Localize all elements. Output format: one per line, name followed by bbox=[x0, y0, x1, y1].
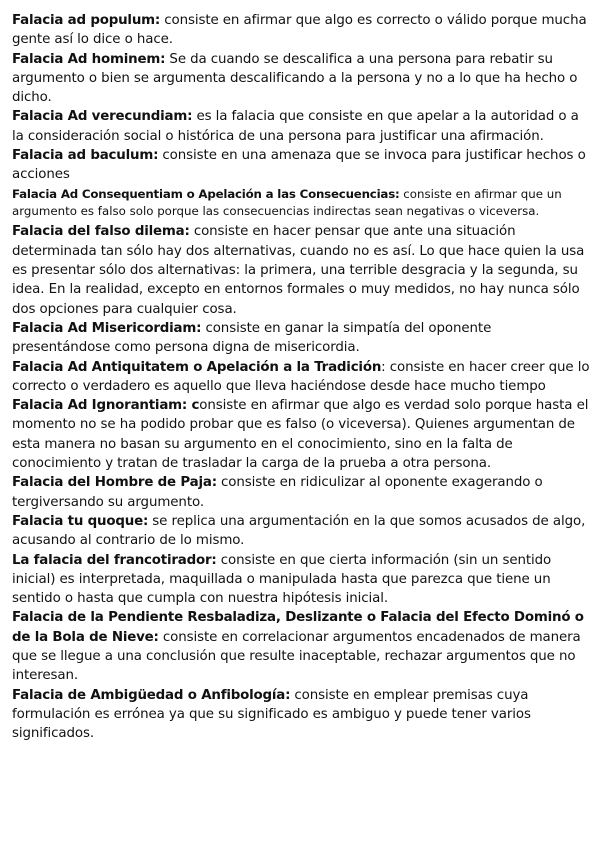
entry-text: consiste en hacer pensar que ante una situación determinada tan sólo hay dos alternativas, cuando no es así. Lo que hace quien la usa es presentar sólo dos alternativas: la primera, una terrible desgracia y la segunda, su idea. En la realidad, excepto en entornos formales o muy medidos, no hay nunca sólo dos opciones para cualquier cosa. bbox=[12, 224, 585, 317]
entry-ad-consequentiam bbox=[12, 186, 590, 221]
entry-ad-populum bbox=[12, 11, 590, 50]
entry-term: Falacia ad populum: bbox=[12, 13, 161, 28]
entry-text: consiste en que cierta información (sin un sentido inicial) es interpretada, maquillada o manipulada hasta que parezca que tiene un sentido o hasta que cumpla con nuestra hipótesis inicial. bbox=[12, 552, 552, 607]
entry-ad-baculum bbox=[12, 146, 590, 185]
entry-term: La falacia del francotirador: bbox=[12, 552, 217, 568]
entry-text: se replica una argumentación en la que somos acusados de algo, acusando al contrario de lo mismo. bbox=[12, 513, 586, 549]
entry-term: Falacia Ad hominem: bbox=[12, 51, 166, 67]
entry-ad-verecundiam bbox=[12, 107, 590, 146]
entry-text: Se da cuando se descalifica a una persona para rebatir su argumento o bien se argumenta descalificando a la persona y no a lo que ha hecho o dicho. bbox=[12, 51, 578, 106]
entry-pendiente-resbaladiza bbox=[12, 608, 590, 685]
entry-text: consiste en ganar la simpatía del oponente presentándose como persona digna de misericordia. bbox=[12, 320, 492, 356]
entry-term: Falacia Ad Consequentiam o Apelación a las Consecuencias: bbox=[12, 186, 400, 201]
entry-term: Falacia del falso dilema: bbox=[12, 224, 190, 240]
entry-ad-misericordiam bbox=[12, 319, 590, 358]
entry-term: Falacia de Ambigüedad o Anfibología: bbox=[12, 687, 291, 703]
entry-term: Falacia del Hombre de Paja: bbox=[12, 475, 217, 491]
entry-text: es la falacia que consiste en que apelar a la autoridad o a la consideración social o histórica de una persona para justificar una afirmación. bbox=[12, 109, 579, 144]
fallacies-document bbox=[12, 11, 590, 744]
entry-ad-ignorantiam bbox=[12, 396, 590, 473]
entry-text: onsiste en afirmar que algo es verdad solo porque hasta el momento no se ha podido probar que es falso (o viceversa). Quienes argumentan de esta manera no basan su argumento en el conocimiento, sino en la falta de conocimiento y tratan de trasladar la carga de la prueba a otra persona. bbox=[12, 398, 589, 472]
entry-term: Falacia Ad Misericordiam: bbox=[12, 320, 202, 336]
entry-text: consiste en emplear premisas cuya formulación es errónea ya que su significado es ambiguo y puede tener varios significados. bbox=[12, 687, 531, 742]
entry-term: Falacia Ad verecundiam: bbox=[12, 109, 193, 125]
entry-ad-hominem bbox=[12, 50, 590, 108]
entry-text: consiste en afirmar que algo es correcto o válido porque mucha gente así lo dice o hace. bbox=[12, 13, 587, 48]
entry-tu-quoque bbox=[12, 512, 590, 551]
entry-ambiguedad bbox=[12, 686, 590, 744]
entry-text: consiste en ridiculizar al oponente exagerando o tergiversando su argumento. bbox=[12, 475, 543, 510]
entry-falso-dilema bbox=[12, 222, 590, 318]
entry-hombre-de-paja bbox=[12, 473, 590, 512]
entry-term: Falacia Ad Antiquitatem o Apelación a la Tradición bbox=[12, 359, 382, 375]
entry-text: consiste en una amenaza que se invoca para justificar hechos o acciones bbox=[12, 148, 586, 183]
entry-text: consiste en correlacionar argumentos encadenados de manera que se llegue a una conclusión que resulte inaceptable, rechazar argumentos que no interesan. bbox=[12, 629, 581, 684]
entry-text: consiste en afirmar que un argumento es falso solo porque las consecuencias indirectas sean negativas o viceversa. bbox=[12, 186, 562, 219]
entry-term: Falacia ad baculum: bbox=[12, 148, 159, 164]
entry-ad-antiquitatem bbox=[12, 358, 590, 397]
entry-term: Falacia tu quoque: bbox=[12, 513, 149, 529]
entry-text: : consiste en hacer creer que lo correcto o verdadero es aquello que lleva haciéndose desde hace mucho tiempo bbox=[12, 359, 590, 394]
entry-francotirador bbox=[12, 551, 590, 609]
entry-term: Falacia Ad Ignorantiam: c bbox=[12, 398, 200, 414]
entry-term: Falacia de la Pendiente Resbaladiza, Deslizante o Falacia del Efecto Dominó o de la Bola de Nieve: bbox=[12, 610, 584, 645]
